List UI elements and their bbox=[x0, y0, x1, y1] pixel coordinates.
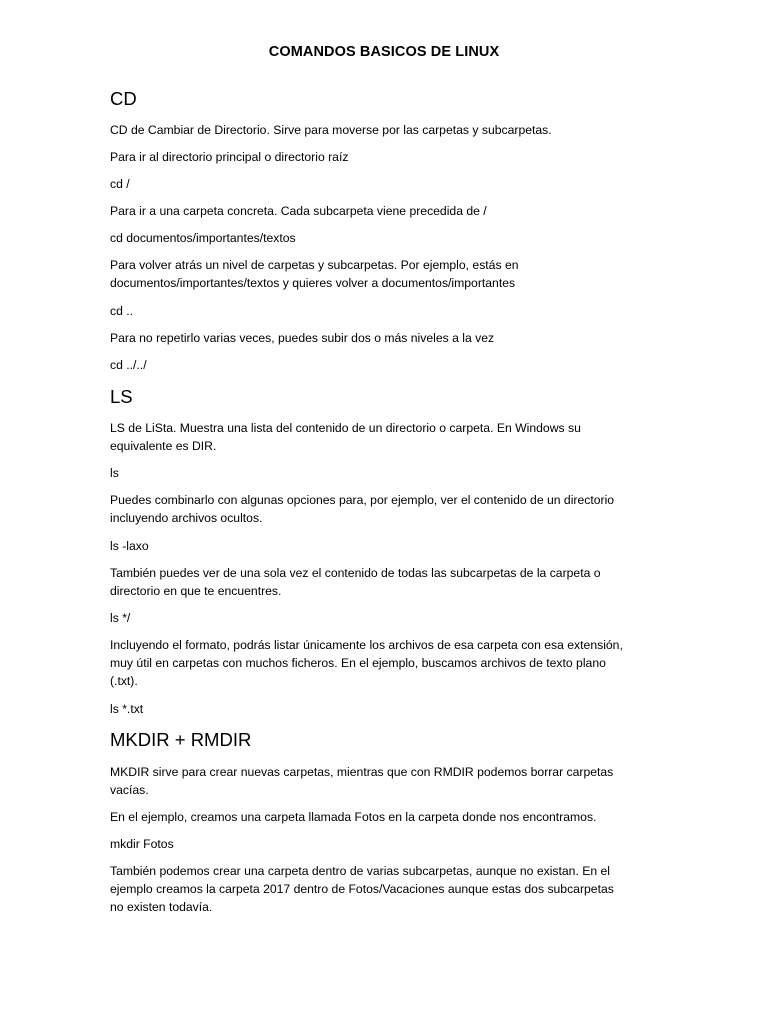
section-heading-cd: CD bbox=[110, 88, 137, 109]
paragraph bbox=[110, 419, 670, 455]
paragraph-line: directorio en que te encuentres. bbox=[110, 584, 282, 598]
command-line: cd documentos/importantes/textos bbox=[110, 231, 296, 245]
command-line: cd .. bbox=[110, 304, 134, 318]
command-line: cd / bbox=[110, 177, 130, 191]
paragraph bbox=[110, 862, 670, 916]
paragraph-line: Incluyendo el formato, podrás listar únicamente los archivos de esa carpeta con esa extensión, bbox=[110, 638, 623, 652]
paragraph-line: incluyendo archivos ocultos. bbox=[110, 511, 263, 525]
paragraph bbox=[110, 491, 670, 527]
paragraph: Para ir al directorio principal o directorio raíz bbox=[110, 150, 349, 164]
paragraph-line: Puedes combinarlo con algunas opciones para, por ejemplo, ver el contenido de un directorio bbox=[110, 493, 615, 507]
paragraph: En el ejemplo, creamos una carpeta llamada Fotos en la carpeta donde nos encontramos. bbox=[110, 810, 597, 824]
command-line: ls *.txt bbox=[110, 702, 144, 716]
paragraph-line: muy útil en carpetas con muchos ficheros. En el ejemplo, buscamos archivos de texto plano bbox=[110, 656, 606, 670]
paragraph-line: Para volver atrás un nivel de carpetas y subcarpetas. Por ejemplo, estás en bbox=[110, 258, 519, 272]
command-line: mkdir Fotos bbox=[110, 837, 174, 851]
paragraph-line: ejemplo creamos la carpeta 2017 dentro de Fotos/Vacaciones aunque estas dos subcarpetas bbox=[110, 882, 614, 896]
paragraph-line: MKDIR sirve para crear nuevas carpetas, mientras que con RMDIR podemos borrar carpetas bbox=[110, 765, 614, 779]
paragraph bbox=[110, 636, 670, 690]
paragraph: Para no repetirlo varias veces, puedes subir dos o más niveles a la vez bbox=[110, 331, 495, 345]
section-heading-mkdir: MKDIR + RMDIR bbox=[110, 729, 252, 750]
paragraph bbox=[110, 256, 670, 292]
paragraph-line: vacías. bbox=[110, 783, 149, 797]
paragraph bbox=[110, 564, 670, 600]
command-line: cd ../../ bbox=[110, 358, 147, 372]
command-line: ls -laxo bbox=[110, 539, 149, 553]
command-line: ls bbox=[110, 466, 119, 480]
paragraph: Para ir a una carpeta concreta. Cada subcarpeta viene precedida de / bbox=[110, 204, 487, 218]
paragraph: CD de Cambiar de Directorio. Sirve para moverse por las carpetas y subcarpetas. bbox=[110, 123, 552, 137]
paragraph-line: no existen todavía. bbox=[110, 900, 213, 914]
document-title: COMANDOS BASICOS DE LINUX bbox=[268, 44, 500, 60]
paragraph-line: (.txt). bbox=[110, 674, 138, 688]
paragraph-line: equivalente es DIR. bbox=[110, 439, 217, 453]
paragraph-line: También podemos crear una carpeta dentro de varias subcarpetas, aunque no existan. En el bbox=[110, 864, 610, 878]
command-line: ls */ bbox=[110, 611, 131, 625]
paragraph bbox=[110, 763, 670, 799]
paragraph-line: LS de LiSta. Muestra una lista del contenido de un directorio o carpeta. En Windows su bbox=[110, 421, 581, 435]
section-heading-ls: LS bbox=[110, 386, 133, 407]
paragraph-line: documentos/importantes/textos y quieres volver a documentos/importantes bbox=[110, 276, 516, 290]
paragraph-line: También puedes ver de una sola vez el contenido de todas las subcarpetas de la carpeta o bbox=[110, 566, 601, 580]
